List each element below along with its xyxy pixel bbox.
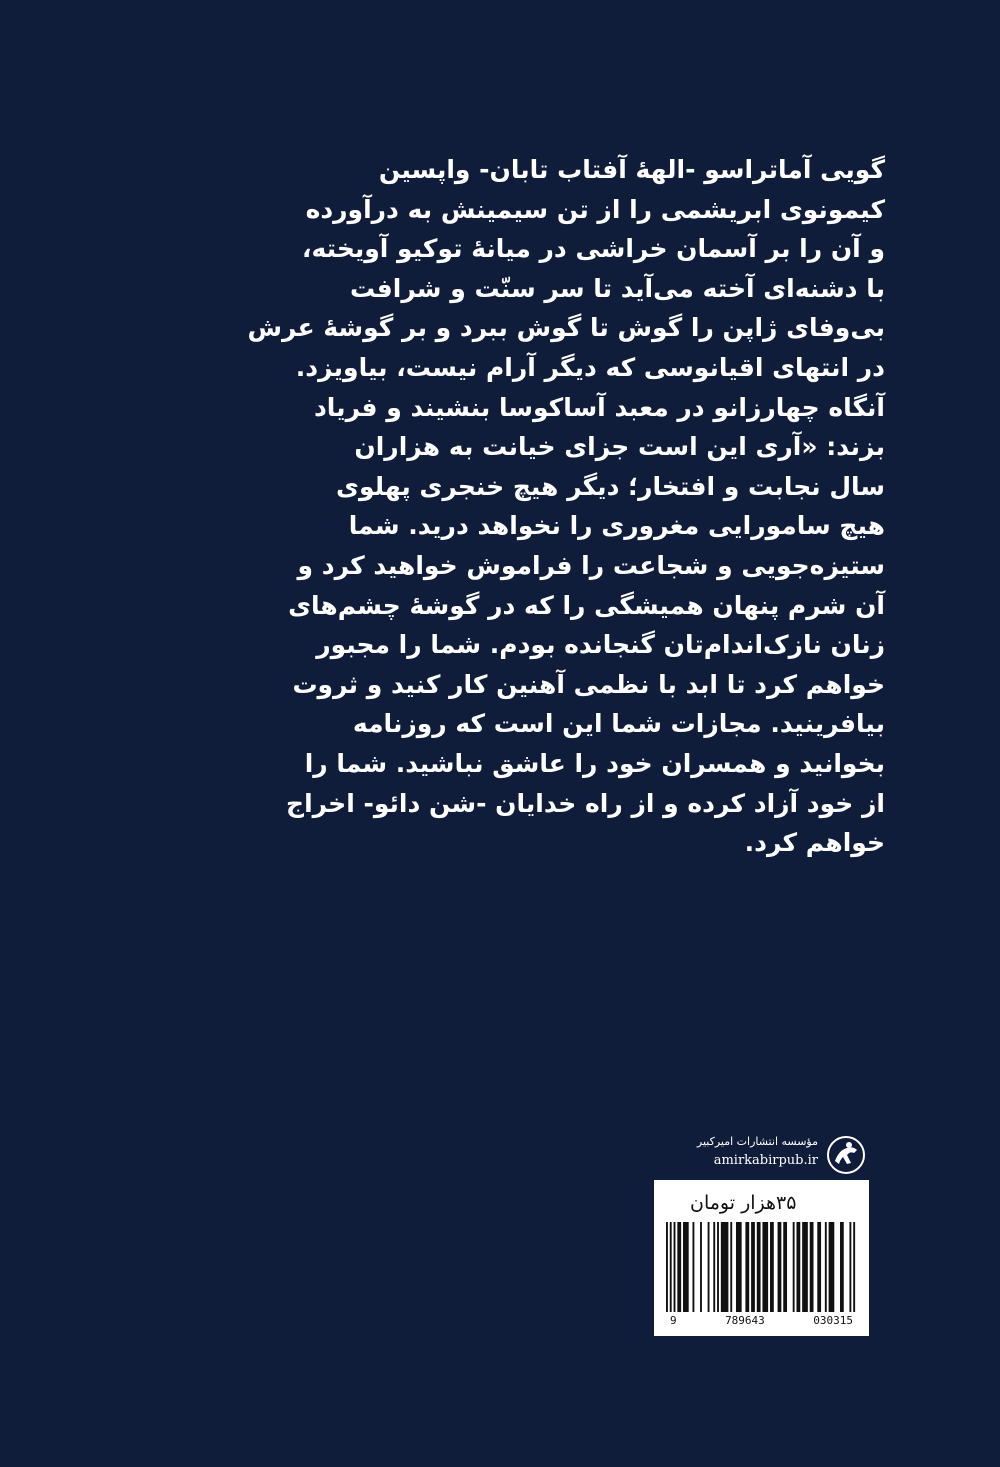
blurb-line: کیمونوی ابریشمی را از تن سیمینش به درآورده (305, 194, 885, 224)
publisher-mark (696, 1133, 870, 1177)
back-cover-blurb (247, 150, 885, 863)
blurb-line: بخوانید و همسران خود را عاشق نباشید. شما را (304, 748, 885, 778)
barcode-bar (683, 1222, 689, 1312)
price-label: ۳۵هزار تومان (690, 1192, 797, 1214)
barcode-bar (757, 1222, 761, 1312)
blurb-line: بیافرینید. مجازات شما این است که روزنامه (352, 709, 885, 739)
barcode-bar (708, 1222, 710, 1312)
barcode-bar (677, 1222, 681, 1312)
barcode-bar (713, 1222, 715, 1312)
publisher-url: amirkabirpub.ir (713, 1153, 818, 1168)
blurb-line: زنان نازک‌اندام‌تان گنجانده بودم. شما را مجبور (316, 630, 885, 660)
barcode-bar (849, 1222, 851, 1312)
barcode-bar (745, 1222, 749, 1312)
barcode (666, 1222, 857, 1312)
blurb-line: هیچ سامورایی مغروری را نخواهد درید. شما (348, 511, 885, 541)
barcode-bar (840, 1222, 844, 1312)
barcode-bar (825, 1222, 827, 1312)
isbn-first-digit: 9 (670, 1314, 677, 1327)
barcode-bar (810, 1222, 814, 1312)
barcode-panel (654, 1180, 869, 1336)
barcode-bar (783, 1222, 787, 1312)
blurb-line: در انتهای اقیانوسی که دیگر آرام نیست، بیاویزد. (295, 352, 885, 382)
barcode-bar (666, 1222, 668, 1312)
barcode-bar (770, 1222, 774, 1312)
blurb-line: بزند: «آری این است جزای خیانت به هزاران (354, 432, 885, 462)
barcode-bar (802, 1222, 808, 1312)
blurb-line: ستیزه‌جویی و شجاعت را فراموش خواهید کرد و (297, 550, 885, 580)
barcode-bar (717, 1222, 719, 1312)
publisher-name: مؤسسه انتشارات امیرکبیر (696, 1135, 818, 1148)
barcode-bar (736, 1222, 742, 1312)
isbn-left-group: 789643 (725, 1314, 765, 1327)
barcode-bar (670, 1222, 672, 1312)
barcode-bar (700, 1222, 702, 1312)
horse-rider-logo-icon (826, 1135, 866, 1175)
blurb-line: و آن را بر آسمان خراشی در میانهٔ توکیو آویخته، (301, 234, 885, 264)
blurb-line: خواهم کرد تا ابد با نظمی آهنین کار کنید و ثروت (292, 669, 885, 699)
blurb-line: گویی آماتراسو -الههٔ آفتاب تابان- واپسین (378, 155, 885, 184)
barcode-bar (721, 1222, 729, 1312)
isbn-digits (666, 1314, 857, 1327)
barcode-bar (793, 1222, 795, 1312)
blurb-line: از خود آزاد کرده و از راه خدایان -شن دائو- اخراج (286, 788, 885, 818)
barcode-bar (829, 1222, 835, 1312)
blurb-line: آن شرم پنهان همیشگی را که در گوشهٔ چشم‌های (288, 590, 885, 620)
barcode-bar (778, 1222, 782, 1312)
barcode-bar (751, 1222, 755, 1312)
barcode-bar (692, 1222, 694, 1312)
barcode-bar (853, 1222, 855, 1312)
barcode-bar (817, 1222, 821, 1312)
barcode-bar (762, 1222, 768, 1312)
blurb-line: سال نجابت و افتخار؛ دیگر هیچ خنجری پهلوی (336, 471, 885, 501)
blurb-line: بی‌وفای ژاپن را گوش تا گوش ببرد و بر گوشهٔ عرش (247, 313, 885, 343)
blurb-line: آنگاه چهارزانو در معبد آساکوسا بنشیند و فریاد (313, 392, 885, 422)
isbn-right-group: 030315 (813, 1314, 853, 1327)
blurb-line: با دشنه‌ای آخته می‌آید تا سر سنّت و شرافت (349, 273, 885, 303)
barcode-bar (796, 1222, 800, 1312)
blurb-line: خواهم کرد. (744, 828, 885, 858)
barcode-bar (674, 1222, 676, 1312)
barcode-bar (730, 1222, 732, 1312)
